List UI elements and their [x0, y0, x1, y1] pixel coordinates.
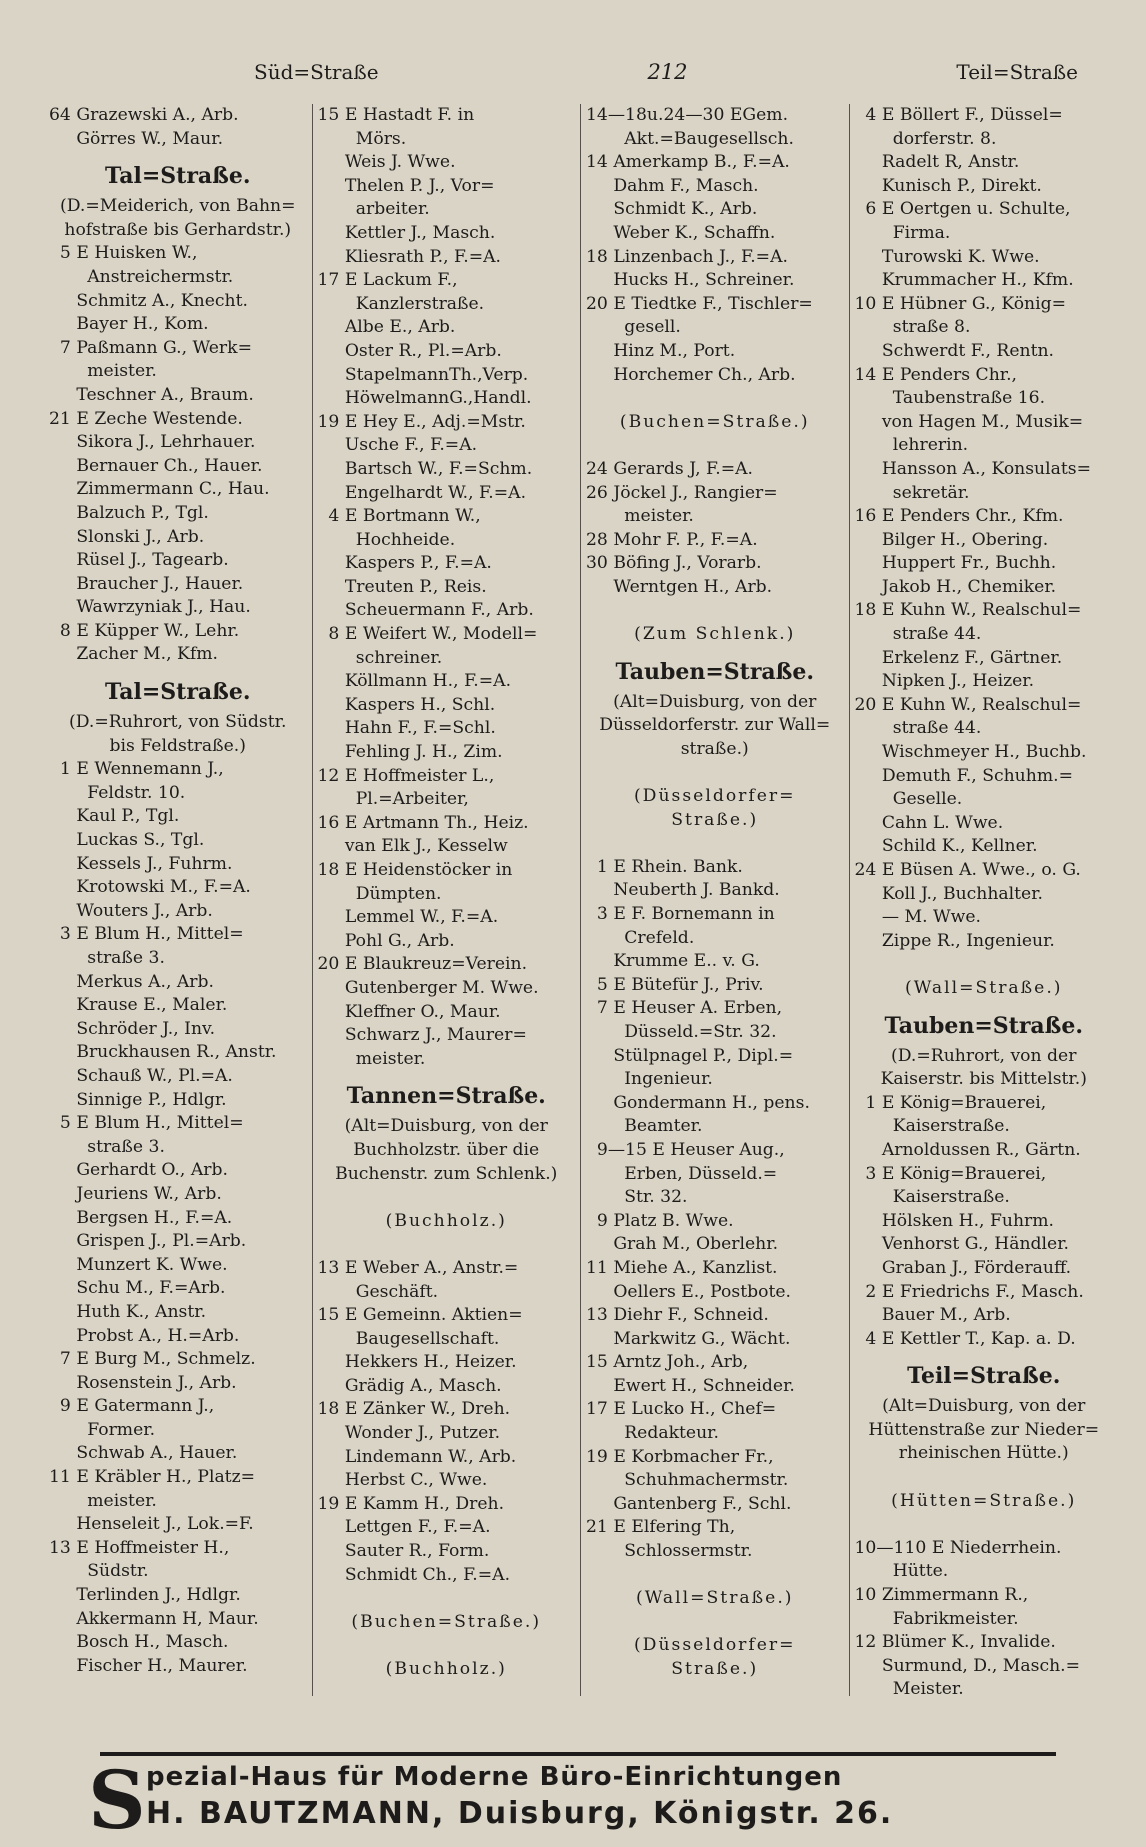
- entry-line: 16 E Penders Chr., Kfm.: [854, 506, 1064, 527]
- entry-line: 2 E Friedrichs F., Masch.: [854, 1281, 1084, 1302]
- entry-line: Kaiserstraße.: [854, 1116, 1010, 1137]
- entry-line: Former.: [49, 1419, 156, 1440]
- column-1: [44, 104, 313, 1696]
- entry-line: Lindemann W., Arb.: [317, 1446, 517, 1467]
- entry-line: 3 E F. Bornemann in: [586, 904, 775, 924]
- entry-line: 21 E Zeche Westende.: [49, 408, 243, 429]
- entry-line: 13 E Weber A., Anstr.=: [317, 1257, 519, 1278]
- spacer: [318, 1233, 576, 1257]
- street-note: rheinischen Hütte.): [898, 1443, 1069, 1464]
- entry-line: Huth K., Anstr.: [49, 1301, 207, 1322]
- entry-line: Hölsken H., Fuhrm.: [854, 1210, 1055, 1231]
- street-heading: Teil=Straße.: [907, 1363, 1061, 1390]
- entry-line: 15 E Hastadt F. in: [317, 105, 475, 125]
- advertisement: [88, 1752, 1056, 1847]
- entry-line: straße 44.: [854, 718, 982, 739]
- entry-line: Weis J. Wwe.: [317, 152, 456, 173]
- entry-line: Crefeld.: [586, 927, 695, 948]
- cross-street: Straße.): [671, 1659, 759, 1679]
- entry-line: Hinz M., Port.: [586, 340, 736, 361]
- entry-line: Probst A., H.=Arb.: [49, 1325, 240, 1346]
- entry-line: gesell.: [586, 317, 681, 338]
- entry-line: Kaspers H., Schl.: [317, 694, 496, 715]
- entry-line: Str. 32.: [586, 1187, 688, 1208]
- entry-line: Wawrzynіak J., Hau.: [49, 597, 251, 618]
- entry-line: Schlossermstr.: [586, 1541, 753, 1562]
- entry-line: Pohl G., Arb.: [317, 930, 455, 951]
- street-note: (Alt=Duisburg, von der: [882, 1396, 1086, 1417]
- entry-line: 13 E Hoffmeister H.,: [49, 1537, 230, 1558]
- cross-street: (Buchholz.): [385, 1659, 507, 1679]
- entry-line: 19 E Korbmacher Fr.,: [586, 1446, 774, 1467]
- entry-line: 18 E Zänker W., Dreh.: [317, 1399, 511, 1420]
- entry-line: 24 E Büsen A. Wwe., o. G.: [854, 860, 1081, 880]
- advert-line-2: H. BAUTZMANN, Duisburg, Königstr. 26.: [146, 1796, 894, 1831]
- page-number: 212: [647, 60, 688, 84]
- entry-line: 18 Linzenbach J., F.=A.: [586, 246, 788, 267]
- spacer: [855, 1513, 1114, 1537]
- entry-line: Baugesellschaft.: [317, 1328, 500, 1349]
- spacer: [586, 1564, 844, 1588]
- entry-line: Schwarz J., Maurer=: [317, 1025, 527, 1046]
- entry-line: meister.: [317, 1048, 426, 1069]
- entry-line: 1 E Wennemann J.,: [49, 759, 224, 780]
- spacer: [586, 761, 844, 785]
- entry-line: Sinnige P., Hdlgr.: [49, 1089, 227, 1110]
- entry-line: Firma.: [854, 222, 951, 243]
- entry-line: Wonder J., Putzer.: [317, 1423, 501, 1444]
- entry-line: Kaiserstraße.: [854, 1187, 1010, 1208]
- entry-line: Kettler J., Masch.: [317, 222, 496, 243]
- entry-line: Demuth F., Schuhm.=: [854, 765, 1073, 786]
- advert-initial: S: [88, 1753, 146, 1847]
- entry-line: Zacher M., Kfm.: [49, 644, 219, 665]
- entry-line: Geschäft.: [317, 1281, 439, 1302]
- entry-line: Jeuriens W., Arb.: [49, 1183, 222, 1204]
- advert-line-1: pezial-Haus für Moderne Büro-Einrichtungen: [146, 1762, 843, 1792]
- entry-line: Grispen J., Pl.=Arb.: [49, 1231, 247, 1252]
- spacer: [586, 434, 844, 458]
- entry-line: Hochheide.: [317, 529, 456, 550]
- entry-line: 5 E Blum H., Mittel=: [49, 1113, 244, 1134]
- entry-line: 13 Diehr F., Schneid.: [586, 1305, 769, 1326]
- entry-line: Sikora J., Lehrhauer.: [49, 432, 256, 453]
- entry-line: Akkermann H, Maur.: [49, 1608, 259, 1629]
- entry-line: Ingenieur.: [586, 1069, 713, 1090]
- entry-line: Südstr.: [49, 1561, 149, 1582]
- entry-line: Kaspers P., F.=A.: [317, 553, 492, 574]
- entry-line: 16 E Artmann Th., Heiz.: [317, 812, 529, 833]
- entry-line: Jakob H., Chemiker.: [854, 576, 1057, 597]
- street-note: Düsseldorferstr. zur Wall=: [599, 715, 831, 736]
- entry-line: 64 Grazewski A., Arb.: [49, 105, 239, 125]
- entry-line: Arnoldussen R., Gärtn.: [854, 1139, 1081, 1160]
- entry-line: schreiner.: [317, 647, 443, 668]
- entry-line: Engelhardt W., F.=A.: [317, 482, 527, 503]
- spacer: [586, 599, 844, 623]
- entry-line: 15 Arntz Joh., Arb,: [586, 1352, 749, 1373]
- entry-line: 28 Mohr F. P., F.=A.: [586, 529, 758, 550]
- entry-line: Venhorst G., Händler.: [854, 1234, 1069, 1255]
- entry-line: Geselle.: [854, 789, 963, 810]
- entry-line: 7 E Heuser A. Erben,: [586, 998, 783, 1019]
- entry-line: Koll J., Buchhalter.: [854, 883, 1044, 904]
- entry-line: Redakteur.: [586, 1423, 719, 1444]
- entry-line: Rosenstein J., Arb.: [49, 1372, 237, 1393]
- entry-line: Köllmann H., F.=A.: [317, 671, 512, 692]
- entry-line: Bauer M., Arb.: [854, 1305, 1011, 1326]
- entry-line: straße 44.: [854, 624, 982, 645]
- entry-line: Schu M., F.=Arb.: [49, 1278, 226, 1299]
- entry-line: Huppert Fr., Buchh.: [854, 553, 1057, 574]
- entry-line: 20 E Tiedtke F., Tischler=: [586, 293, 813, 314]
- entry-line: 10 Zimmermann R.,: [854, 1585, 1029, 1606]
- street-note: Kaiserstr. bis Mittelstr.): [880, 1069, 1087, 1090]
- entry-line: 19 E Hey E., Adj.=Mstr.: [317, 411, 526, 432]
- entry-line: Thelen P. J., Vor=: [317, 175, 495, 196]
- entry-line: Stülpnagel P., Dipl.=: [586, 1045, 794, 1066]
- entry-line: Schauß W., Pl.=A.: [49, 1065, 233, 1086]
- entry-line: meister.: [586, 506, 694, 527]
- entry-line: arbeiter.: [317, 199, 430, 220]
- entry-line: 9 E Gatermann J.,: [49, 1396, 215, 1417]
- entry-line: Fabrikmeister.: [854, 1608, 1019, 1629]
- entry-line: 3 E Blum H., Mittel=: [49, 924, 244, 945]
- entry-line: — M. Wwe.: [854, 907, 982, 928]
- street-note: bis Feldstraße.): [109, 735, 246, 756]
- entry-line: Kessels J., Fuhrm.: [49, 853, 233, 874]
- entry-line: Kleffner O., Maur.: [317, 1001, 501, 1022]
- entry-line: lehrerin.: [854, 435, 969, 456]
- entry-line: Schmidt K., Arb.: [586, 199, 758, 220]
- entry-line: straße 3.: [49, 948, 165, 968]
- entry-line: Wischmeyer H., Buchb.: [854, 742, 1087, 763]
- entry-line: Slonski J., Arb.: [49, 526, 205, 547]
- entry-line: Fischer H., Maurer.: [49, 1655, 248, 1676]
- entry-line: 30 Böfing J., Vorarb.: [586, 553, 762, 574]
- entry-line: Teschner A., Braum.: [49, 384, 254, 405]
- street-note: straße.): [680, 738, 749, 759]
- entry-line: StapelmannTh.,Verp.: [317, 364, 529, 385]
- entry-line: Kaul P., Tgl.: [49, 806, 180, 827]
- entry-line: 9—15 E Heuser Aug.,: [586, 1139, 785, 1160]
- entry-line: 14 Amerkamp B., F.=A.: [586, 152, 790, 173]
- spacer: [318, 1634, 576, 1658]
- entry-line: Munzert K. Wwe.: [49, 1254, 228, 1275]
- street-note: (D.=Meiderich, von Bahn=: [59, 196, 296, 217]
- spacer: [318, 1587, 576, 1611]
- entry-line: 20 E Blaukreuz=Verein.: [317, 954, 528, 975]
- entry-line: Balzuch P., Tgl.: [49, 502, 209, 523]
- entry-line: Bayer H., Kom.: [49, 314, 209, 335]
- entry-line: Krumme E.. v. G.: [586, 951, 760, 972]
- entry-line: Bilger H., Obering.: [854, 529, 1049, 550]
- entry-line: Gantenberg F., Schl.: [586, 1493, 792, 1514]
- entry-line: Bruckhausen R., Anstr.: [49, 1042, 277, 1063]
- entry-line: Schild K., Kellner.: [854, 836, 1038, 857]
- entry-line: 1 E Rhein. Bank.: [586, 856, 743, 877]
- cross-street: (Hütten=Straße.): [891, 1490, 1077, 1511]
- entry-line: Kunisch P., Direkt.: [854, 175, 1042, 196]
- page-header: [44, 60, 1118, 104]
- entry-line: Gutenberger M. Wwe.: [317, 977, 539, 998]
- entry-line: 8 E Küpper W., Lehr.: [49, 620, 240, 641]
- entry-line: 14 E Penders Chr.,: [854, 364, 1018, 385]
- entry-line: 4 E Kettler T., Kap. a. D.: [854, 1328, 1076, 1349]
- entry-line: Rüsel J., Tagearb.: [49, 550, 229, 571]
- entry-line: Anstreichermstr.: [49, 266, 234, 287]
- entry-line: Erben, Düsseld.=: [586, 1163, 778, 1184]
- street-note: hofstraße bis Gerhardstr.): [64, 219, 292, 240]
- entry-line: HöwelmannG.,Handl.: [317, 388, 532, 409]
- entry-line: meister.: [49, 1490, 157, 1511]
- entry-line: Schwab A., Hauer.: [49, 1443, 238, 1464]
- entry-line: 11 Miehe A., Kanzlist.: [586, 1257, 778, 1278]
- entry-line: 19 E Kamm H., Dreh.: [317, 1493, 505, 1514]
- entry-line: Meister.: [854, 1679, 964, 1696]
- entry-line: Lemmel W., F.=A.: [317, 907, 499, 928]
- entry-line: Hahn F., F.=Schl.: [317, 718, 496, 739]
- entry-line: Usche F., F.=A.: [317, 435, 478, 456]
- entry-line: 1 E König=Brauerei,: [854, 1092, 1047, 1113]
- entry-line: 10 E Hübner G., König=: [854, 293, 1067, 314]
- entry-line: Treuten P., Reis.: [317, 576, 487, 597]
- entry-line: Bergsen H., F.=A.: [49, 1207, 233, 1228]
- entry-line: Henseleit J., Lok.=F.: [49, 1514, 254, 1535]
- entry-line: Ewert H., Schneider.: [586, 1375, 795, 1396]
- cross-street: Straße.): [671, 809, 759, 830]
- entry-line: Krotowski M., F.=A.: [49, 877, 251, 898]
- spacer: [586, 387, 844, 411]
- entry-line: Schmitz A., Knecht.: [49, 290, 248, 311]
- entry-line: Turowski K. Wwe.: [854, 246, 1040, 267]
- entry-line: straße 8.: [854, 317, 971, 338]
- entry-line: Bernauer Ch., Hauer.: [49, 455, 263, 476]
- entry-line: Luckas S., Tgl.: [49, 830, 205, 851]
- entry-line: Zippe R., Ingenieur.: [854, 930, 1055, 951]
- entry-line: Dahm F., Masch.: [586, 175, 759, 196]
- entry-line: Kliesrath P., F.=A.: [317, 246, 502, 267]
- entry-line: von Hagen M., Musik=: [854, 411, 1084, 432]
- entry-line: Werntgen H., Arb.: [586, 576, 773, 597]
- street-heading: Tal=Straße.: [104, 679, 251, 706]
- street-heading: Tauben=Straße.: [884, 1012, 1084, 1039]
- entry-line: 15 E Gemeinn. Aktien=: [317, 1305, 523, 1326]
- entry-line: Gerhardt O., Arb.: [49, 1160, 228, 1181]
- entry-line: meister.: [49, 361, 157, 382]
- entry-line: dorferstr. 8.: [854, 128, 997, 149]
- entry-line: Düsseld.=Str. 32.: [586, 1021, 777, 1042]
- entry-line: Oellers E., Postbote.: [586, 1281, 792, 1302]
- entry-line: Kanzlerstraße.: [317, 293, 485, 314]
- entry-line: Beamter.: [586, 1116, 703, 1137]
- entry-line: Hekkers H., Heizer.: [317, 1352, 517, 1373]
- street-heading: Tauben=Straße.: [615, 658, 815, 685]
- cross-street: (Zum Schlenk.): [634, 624, 796, 645]
- entry-line: Dümpten.: [317, 883, 442, 904]
- column-3: [581, 104, 850, 1696]
- entry-line: Zimmermann C., Hau.: [49, 479, 270, 500]
- entry-line: 4 E Böllert F., Düssel=: [854, 105, 1063, 125]
- entry-line: 14—18u.24—30 EGem.: [586, 105, 789, 125]
- spacer: [318, 1186, 576, 1210]
- spacer: [855, 953, 1114, 977]
- entry-line: Surmund, D., Masch.=: [854, 1655, 1081, 1676]
- entry-line: Fehling J. H., Zim.: [317, 742, 503, 763]
- street-note: (D.=Ruhrort, von der: [891, 1045, 1077, 1066]
- entry-line: Wouters J., Arb.: [49, 900, 213, 921]
- cross-street: (Düsseldorfer=: [633, 1635, 796, 1656]
- entry-line: straße 3.: [49, 1136, 165, 1157]
- entry-line: Pl.=Arbeiter,: [317, 789, 469, 810]
- entry-line: Görres W., Maur.: [49, 128, 224, 149]
- header-left: Süd=Straße: [254, 60, 379, 84]
- entry-line: Albe E., Arb.: [317, 317, 456, 338]
- entry-line: Schwerdt F., Rentn.: [854, 340, 1055, 361]
- entry-line: Schröder J., Inv.: [49, 1018, 216, 1039]
- entry-line: 6 E Oertgen u. Schulte,: [854, 199, 1071, 220]
- cross-street: (Wall=Straße.): [636, 1588, 794, 1609]
- cross-street: (Buchen=Straße.): [351, 1611, 542, 1632]
- entry-line: 21 E Elfering Th,: [586, 1517, 736, 1538]
- cross-street: (Wall=Straße.): [905, 977, 1063, 998]
- entry-line: Horchemer Ch., Arb.: [586, 364, 796, 385]
- street-note: Buchholzstr. über die: [353, 1139, 540, 1160]
- entry-line: 8 E Weifert W., Modell=: [317, 624, 538, 645]
- entry-line: Grädig A., Masch.: [317, 1375, 502, 1396]
- entry-line: Sauter R., Form.: [317, 1541, 490, 1562]
- spacer: [855, 1466, 1114, 1490]
- header-right: Teil=Straße: [956, 60, 1078, 84]
- cross-street: (Buchholz.): [385, 1210, 507, 1231]
- entry-line: 4 E Bortmann W.,: [317, 506, 481, 527]
- entry-line: Weber K., Schaffn.: [586, 222, 776, 243]
- entry-line: Radelt R, Anstr.: [854, 152, 1020, 173]
- entry-line: Graban J., Förderauff.: [854, 1257, 1072, 1278]
- entry-line: 5 E Bütefür J., Priv.: [586, 974, 764, 995]
- spacer: [586, 1611, 844, 1635]
- entry-line: 24 Gerards J, F.=A.: [586, 458, 753, 479]
- entry-line: Feldstr. 10.: [49, 782, 186, 803]
- entry-line: Krummacher H., Kfm.: [854, 270, 1074, 291]
- entry-line: Markwitz G., Wächt.: [586, 1328, 791, 1349]
- column-2: [313, 104, 582, 1696]
- entry-line: 26 Jöckel J., Rangier=: [586, 482, 778, 503]
- entry-line: Akt.=Baugesellsch.: [586, 128, 794, 149]
- entry-line: 17 E Lucko H., Chef=: [586, 1399, 777, 1420]
- entry-line: Mörs.: [317, 128, 407, 149]
- street-note: Buchenstr. zum Schlenk.): [335, 1163, 558, 1184]
- entry-line: 20 E Kuhn W., Realschul=: [854, 694, 1082, 715]
- entry-line: Herbst C., Wwe.: [317, 1470, 488, 1491]
- entry-line: 5 E Huisken W.,: [49, 243, 198, 264]
- entry-line: Scheuermann F., Arb.: [317, 600, 534, 621]
- entry-line: 12 E Hoffmeister L.,: [317, 765, 495, 786]
- entry-line: sekretär.: [854, 482, 970, 503]
- entry-line: Krause E., Maler.: [49, 995, 228, 1016]
- entry-line: Grah M., Oberlehr.: [586, 1234, 779, 1255]
- entry-line: Nipken J., Heizer.: [854, 671, 1035, 692]
- entry-line: Neuberth J. Bankd.: [586, 880, 780, 901]
- entry-line: 18 E Heidenstöcker in: [317, 860, 513, 880]
- street-note: (D.=Ruhrort, von Südstr.: [69, 712, 287, 733]
- entry-line: Bosch H., Masch.: [49, 1632, 229, 1653]
- column-4: [850, 104, 1119, 1696]
- street-heading: Tal=Straße.: [104, 163, 251, 190]
- entry-line: Oster R., Pl.=Arb.: [317, 340, 502, 361]
- entry-line: 11 E Kräbler H., Platz=: [49, 1467, 256, 1488]
- entry-line: Gondermann H., pens.: [586, 1092, 810, 1113]
- entry-line: Lettgen F., F.=A.: [317, 1517, 491, 1538]
- street-note: Hüttenstraße zur Nieder=: [868, 1419, 1100, 1440]
- cross-street: (Buchen=Straße.): [619, 411, 810, 432]
- street-note: (Alt=Duisburg, von der: [613, 691, 817, 712]
- entry-line: Bartsch W., F.=Schm.: [317, 458, 533, 479]
- entry-line: van Elk J., Kesselw: [317, 836, 508, 857]
- entry-line: 9 Platz B. Wwe.: [586, 1210, 734, 1231]
- entry-line: 7 Paßmann G., Werk=: [49, 337, 252, 358]
- entry-line: Hansson A., Konsulats=: [854, 458, 1092, 479]
- entry-line: Merkus A., Arb.: [49, 971, 214, 992]
- entry-line: Taubenstraße 16.: [854, 388, 1046, 409]
- street-note: (Alt=Duisburg, von der: [344, 1116, 548, 1137]
- spacer: [586, 832, 844, 856]
- entry-line: Terlinden J., Hdlgr.: [49, 1585, 241, 1606]
- entry-line: Hütte.: [854, 1561, 949, 1582]
- entry-line: Schmidt Ch., F.=A.: [317, 1564, 511, 1585]
- entry-line: Cahn L. Wwe.: [854, 812, 1004, 833]
- entry-line: 10—110 E Niederrhein.: [854, 1537, 1062, 1558]
- entry-line: 12 Blümer K., Invalide.: [854, 1632, 1056, 1653]
- entry-line: Schuhmachermstr.: [586, 1470, 789, 1491]
- entry-line: 7 E Burg M., Schmelz.: [49, 1349, 256, 1370]
- cross-street: (Düsseldorfer=: [633, 786, 796, 807]
- entry-line: 3 E König=Brauerei,: [854, 1163, 1047, 1184]
- entry-line: Erkelenz F., Gärtner.: [854, 647, 1063, 668]
- entry-line: Braucher J., Hauer.: [49, 573, 244, 594]
- entry-line: Hucks H., Schreiner.: [586, 270, 795, 291]
- entry-line: 17 E Lackum F.,: [317, 270, 458, 291]
- columns: [44, 104, 1118, 1696]
- entry-line: 18 E Kuhn W., Realschul=: [854, 600, 1082, 621]
- street-heading: Tannen=Straße.: [346, 1083, 546, 1110]
